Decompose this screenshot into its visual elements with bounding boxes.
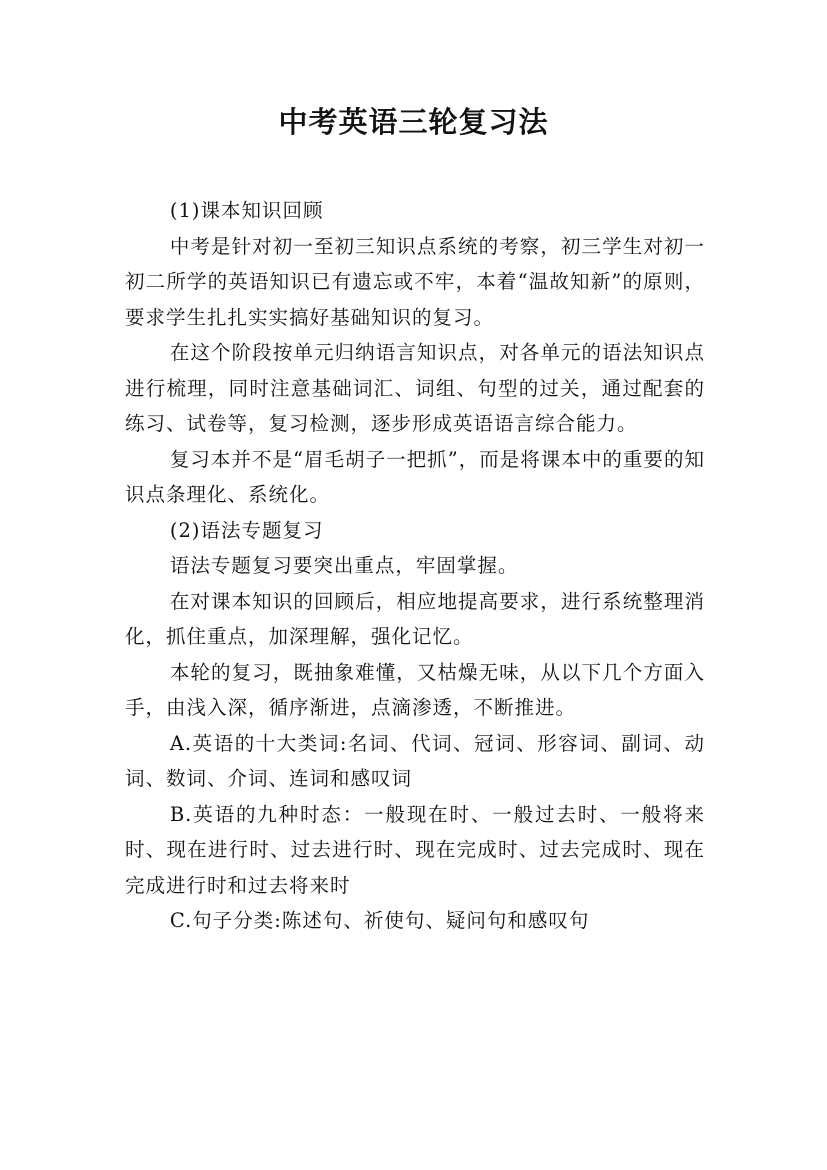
paragraph: 在对课本知识的回顾后，相应地提高要求，进行系统整理消化，抓住重点，加深理解，强化记忆。	[125, 589, 705, 648]
list-item-a: A.英语的十大类词:名词、代词、冠词、形容词、副词、动词、数词、介词、连词和感叹词	[125, 731, 705, 790]
paragraph: 中考是针对初一至初三知识点系统的考察，初三学生对初一初二所学的英语知识已有遗忘或不牢，本着“温故知新”的原则，要求学生扎扎实实搞好基础知识的复习。	[125, 234, 705, 329]
document-title: 中考英语三轮复习法	[278, 105, 549, 139]
paragraph: 本轮的复习，既抽象难懂，又枯燥无味，从以下几个方面入手，由浅入深，循序渐进，点滴渗透，不断推进。	[125, 660, 705, 719]
section-heading-2: (2)语法专题复习	[169, 518, 324, 542]
list-item-c: C.句子分类:陈述句、祈使句、疑问句和感叹句	[169, 909, 590, 932]
paragraph: 复习本并不是“眉毛胡子一把抓”，而是将课本中的重要的知识点条理化、系统化。	[125, 447, 705, 506]
list-item-b: B.英语的九种时态：一般现在时、一般过去时、一般将来时、现在进行时、过去进行时、现在完成时、过去完成时、现在完成进行时和过去将来时	[125, 802, 705, 897]
section-heading-1: (1)课本知识回顾	[169, 199, 324, 222]
paragraph: 在这个阶段按单元归纳语言知识点，对各单元的语法知识点进行梳理，同时注意基础词汇、词组、句型的过关，通过配套的练习、试卷等，复习检测，逐步形成英语语言综合能力。	[125, 341, 705, 435]
paragraph: 语法专题复习要突出重点，牢固掌握。	[169, 554, 519, 577]
document-body	[125, 193, 705, 939]
